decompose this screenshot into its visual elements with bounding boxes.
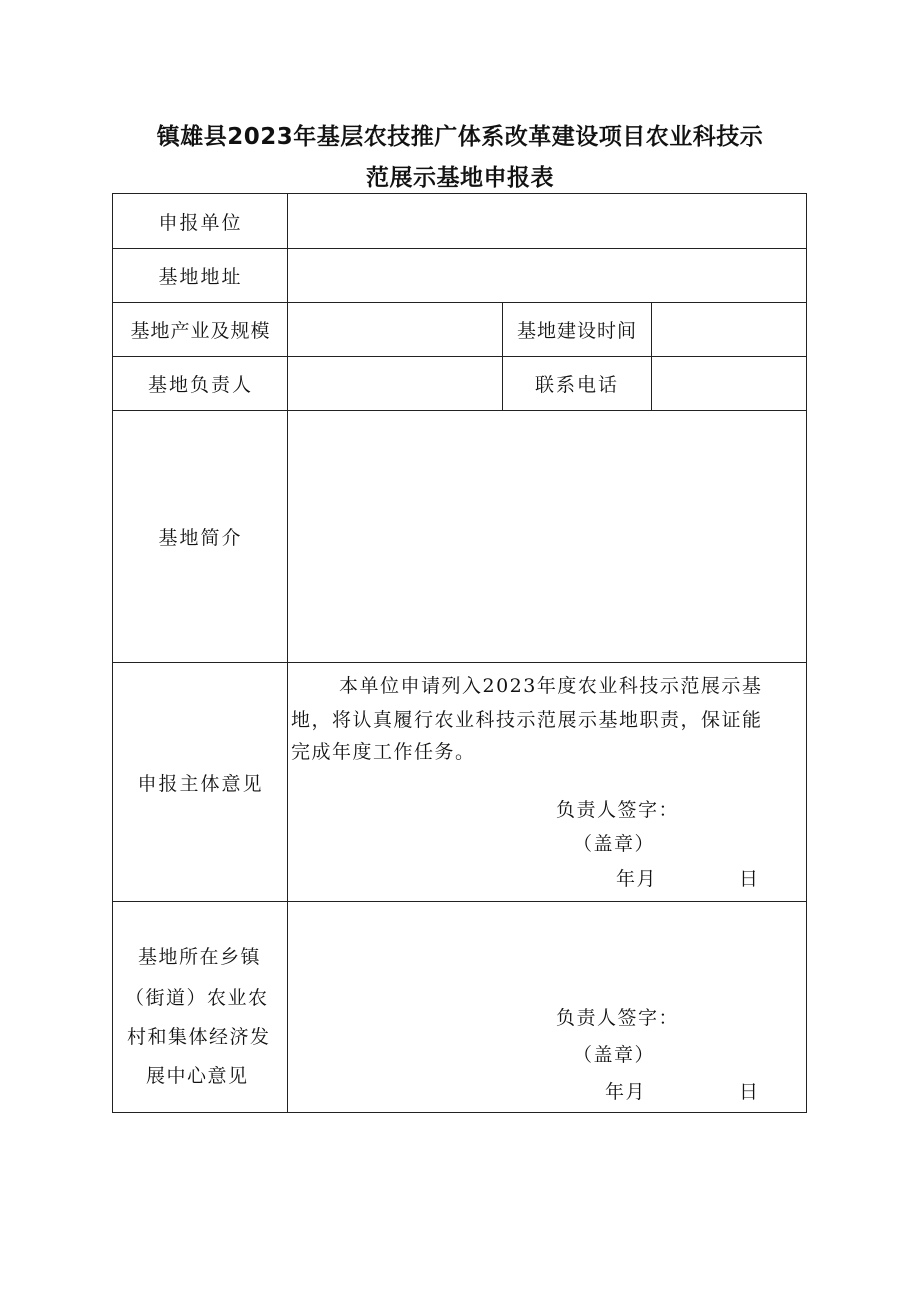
town-seal-label: （盖章） [573,1044,656,1066]
industry-label: 基地产业及规模 [130,320,271,342]
manager-value-field[interactable] [287,356,503,411]
town-signature-label: 负责人签字： [556,1007,680,1029]
opinion-signature-label: 负责人签字： [556,799,680,821]
town-year-month: 年月 [605,1081,647,1103]
address-value-field[interactable] [287,248,807,303]
phone-label: 联系电话 [534,374,619,396]
intro-label: 基地简介 [158,527,243,549]
opinion-line-3: 完成年度工作任务。 [291,741,476,763]
opinion-value-field[interactable] [287,662,807,902]
town-label-line-2: （街道）农业农 [125,987,269,1009]
form-title-line1: 镇雄县2023年基层农技推广体系改革建设项目农业科技示 [156,124,764,150]
manager-label: 基地负责人 [147,374,253,396]
opinion-line-2: 地，将认真履行农业科技示范展示基地职责，保证能 [291,709,763,731]
town-label-line-3: 村和集体经济发 [127,1026,271,1048]
town-label-line-4: 展中心意见 [146,1065,249,1087]
intro-value-field[interactable] [287,410,807,663]
opinion-day: 日 [739,868,760,890]
phone-value-field[interactable] [651,356,807,411]
build-time-label: 基地建设时间 [516,320,637,342]
town-opinion-value-field[interactable] [287,901,807,1113]
town-label-line-1: 基地所在乡镇 [138,946,262,968]
applicant-label: 申报单位 [158,212,243,234]
industry-value-field[interactable] [287,302,503,357]
address-label: 基地地址 [158,266,243,288]
build-time-value-field[interactable] [651,302,807,357]
opinion-label: 申报主体意见 [137,772,264,795]
opinion-seal-label: （盖章） [573,833,656,855]
application-form-table [112,193,807,1113]
opinion-line-1: 本单位申请列入2023年度农业科技示范展示基 [339,675,763,697]
town-day: 日 [739,1081,760,1103]
opinion-year-month: 年月 [616,868,658,890]
form-title-line2: 范展示基地申报表 [366,165,554,191]
applicant-value-field[interactable] [287,194,807,249]
